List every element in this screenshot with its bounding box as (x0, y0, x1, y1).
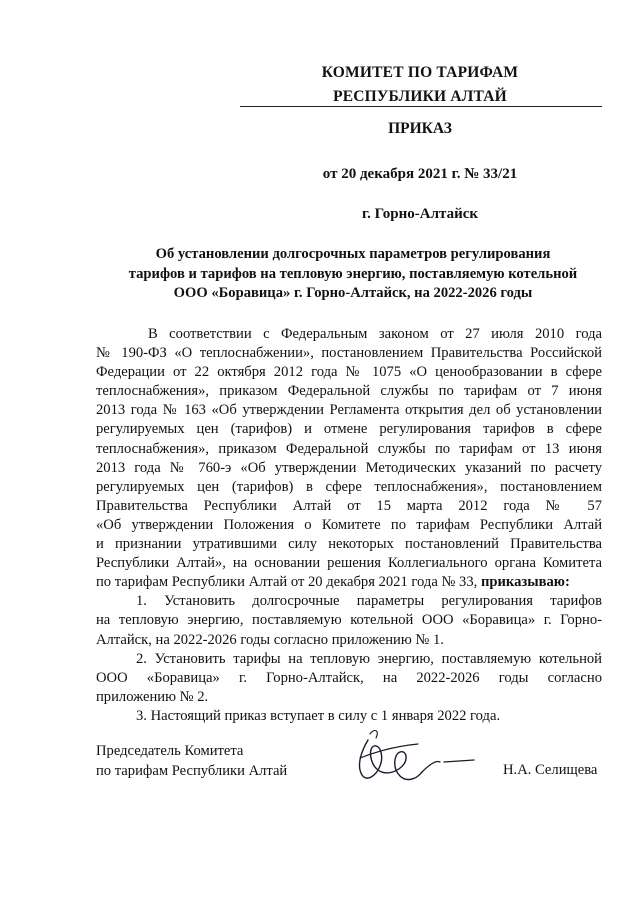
body-line: 2013 года № 760-э «Об утверждении Методических указаний по расчету (96, 459, 602, 476)
title-line: тарифов и тарифов на тепловую энергию, поставляемую котельной (128, 265, 578, 282)
signatory-position-line2: по тарифам Республики Алтай (96, 762, 288, 779)
resolution-prefix: по тарифам Республики Алтай от 20 декабря 2021 года № 33, (96, 574, 481, 591)
document-city: г. Горно-Алтайск (361, 206, 479, 222)
body-line: Правительства Республики Алтай от 15 марта 2012 года № 57 (96, 497, 602, 514)
item1-line: на тепловую энергию, поставляемую котельной ООО «Боравица» г. Горно- (96, 612, 602, 629)
resolution-verb: приказываю: (480, 574, 570, 591)
body-line: «Об утверждении Положения о Комитете по тарифам Республики Алтай (96, 516, 602, 533)
body-line: № 190-ФЗ «О теплоснабжении», постановлением Правительства Российской (96, 345, 602, 362)
item2-line: ООО «Боравица» г. Горно-Алтайск, на 2022-2026 годы согласно (96, 669, 602, 686)
item2-line: приложению № 2. (96, 688, 209, 705)
document-body (96, 325, 602, 726)
header-divider (240, 106, 602, 107)
item1-line: 1. Установить долгосрочные параметры регулирования тарифов (136, 593, 602, 610)
item1-line: Алтайск, на 2022-2026 годы согласно приложению № 1. (96, 631, 444, 648)
signatory-name: Н.А. Селищева (503, 762, 598, 778)
body-line: Федерации от 22 октября 2012 года № 1075 «О ценообразовании в сфере (96, 364, 602, 381)
document-title (118, 245, 588, 304)
item3-line: 3. Настоящий приказ вступает в силу с 1 января 2022 года. (136, 707, 501, 724)
document-date-number: от 20 декабря 2021 г. № 33/21 (322, 166, 518, 182)
item2-line: 2. Установить тарифы на тепловую энергию, поставляемую котельной (136, 650, 602, 667)
body-line: теплоснабжения», приказом Федеральной службы по тарифам от 7 июня (96, 383, 602, 400)
body-line: теплоснабжения», приказом Федеральной службы по тарифам от 13 июня (96, 440, 602, 457)
body-line: регулируемых цен (тарифов) и отмене регулирования тарифов в сфере (96, 421, 602, 438)
signatory-position (96, 742, 287, 781)
body-line: В соответствии с Федеральным законом от 27 июля 2010 года (148, 326, 602, 342)
signatory-position-line1: Председатель Комитета (96, 743, 244, 759)
body-line-resolution (96, 573, 602, 592)
organization-name-line1: КОМИТЕТ ПО ТАРИФАМ (321, 64, 519, 81)
title-line: Об установлении долгосрочных параметров регулирования (155, 246, 551, 262)
body-line: регулируемых цен (тарифов) в сфере теплоснабжения», постановлением (96, 478, 602, 495)
title-line: ООО «Боравица» г. Горно-Алтайск, на 2022-2026 годы (173, 285, 533, 301)
body-line: 2013 года № 163 «Об утверждении Регламента открытия дел об установлении (96, 402, 602, 419)
body-line: Республики Алтай», на основании решения Коллегиального органа Комитета (96, 555, 602, 572)
organization-name-line2: РЕСПУБЛИКИ АЛТАЙ (333, 88, 507, 105)
document-type: ПРИКАЗ (388, 120, 452, 137)
body-line: и признании утратившими силу некоторых постановлений Правительства (96, 536, 602, 553)
handwritten-signature (340, 720, 490, 795)
